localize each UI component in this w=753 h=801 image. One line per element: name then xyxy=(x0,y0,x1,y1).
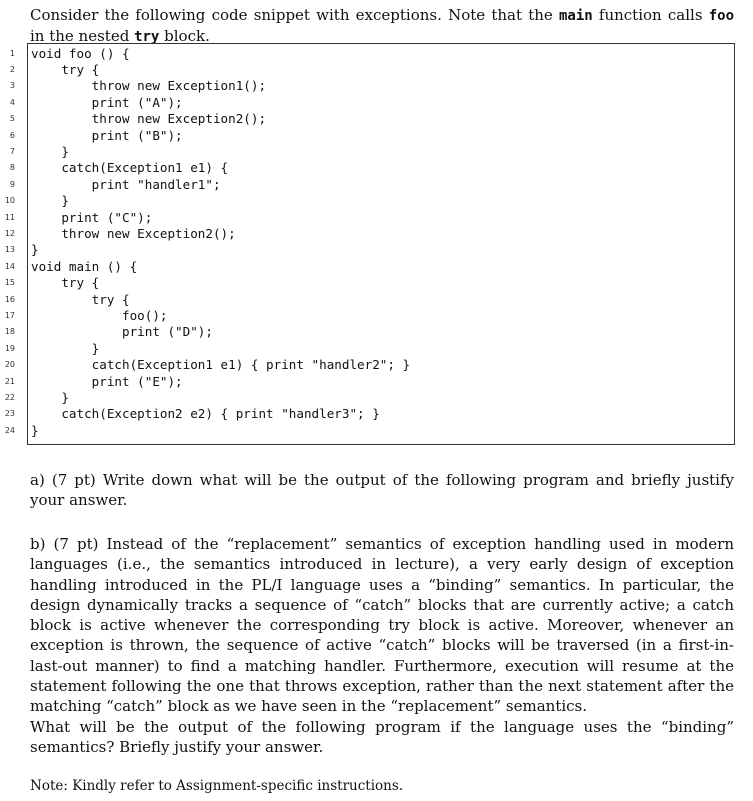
line-number: 15 xyxy=(4,278,15,288)
code-text: void foo () { xyxy=(31,45,130,61)
code-text: print ("C"); xyxy=(31,209,153,225)
code-line xyxy=(0,144,740,160)
code-line xyxy=(0,177,740,193)
code-text: throw new Exception2(); xyxy=(31,111,267,127)
line-number: 24 xyxy=(4,425,15,435)
code-text: print ("D"); xyxy=(31,324,213,340)
inline-code-try: try xyxy=(134,29,160,46)
line-number: 5 xyxy=(9,114,15,124)
line-number: 12 xyxy=(4,228,15,238)
line-number: 22 xyxy=(4,392,15,402)
line-number: 18 xyxy=(4,327,15,337)
code-text: try { xyxy=(31,291,130,307)
code-line xyxy=(0,357,740,373)
code-line xyxy=(0,275,740,291)
line-number: 13 xyxy=(4,245,15,255)
code-text: print "handler1"; xyxy=(31,176,221,192)
code-text: throw new Exception1(); xyxy=(31,78,267,94)
code-line xyxy=(0,46,740,62)
code-text: catch(Exception1 e1) { print "handler2"; } xyxy=(31,357,411,373)
intro-text: in the nested xyxy=(30,27,135,46)
code-line xyxy=(0,324,740,340)
code-text: try { xyxy=(31,275,100,291)
line-number: 17 xyxy=(4,310,15,320)
line-number: 19 xyxy=(4,343,15,353)
code-line xyxy=(0,78,740,94)
line-number: 23 xyxy=(4,409,15,419)
line-number: 2 xyxy=(9,64,15,74)
code-text: throw new Exception2(); xyxy=(31,225,236,241)
code-text: } xyxy=(31,340,100,356)
code-line xyxy=(0,292,740,308)
code-text: } xyxy=(31,389,69,405)
code-line xyxy=(0,259,740,275)
code-text: try { xyxy=(31,61,100,77)
line-number: 7 xyxy=(9,146,15,156)
code-text: catch(Exception1 e1) { xyxy=(31,160,229,176)
question-b xyxy=(30,534,734,757)
code-line xyxy=(0,374,740,390)
code-text: foo(); xyxy=(31,307,168,323)
line-number: 4 xyxy=(9,97,15,107)
code-text: print ("A"); xyxy=(31,94,183,110)
code-text: void main () { xyxy=(31,258,138,274)
code-text: print ("B"); xyxy=(31,127,183,143)
code-text: print ("E"); xyxy=(31,373,183,389)
code-text: } xyxy=(31,143,69,159)
note: Note: Kindly refer to Assignment-specific instructions. xyxy=(30,778,404,794)
code-line xyxy=(0,242,740,258)
line-number: 9 xyxy=(9,179,15,189)
line-number: 16 xyxy=(4,294,15,304)
code-line xyxy=(0,406,740,422)
line-number: 8 xyxy=(9,163,15,173)
code-line xyxy=(0,210,740,226)
line-number: 1 xyxy=(9,48,15,58)
code-line xyxy=(0,160,740,176)
code-line xyxy=(0,308,740,324)
inline-code-foo: foo xyxy=(708,8,735,24)
code-line xyxy=(0,226,740,242)
intro-text: block. xyxy=(159,27,210,46)
code-listing xyxy=(0,43,740,447)
line-number: 3 xyxy=(9,81,15,91)
line-number: 10 xyxy=(4,196,15,206)
intro-paragraph xyxy=(30,5,734,48)
code-line xyxy=(0,111,740,127)
code-line xyxy=(0,423,740,439)
code-line xyxy=(0,128,740,144)
code-line xyxy=(0,95,740,111)
code-text: } xyxy=(31,193,69,209)
intro-text: function calls xyxy=(592,6,709,24)
question-b-paragraph: b) (7 pt) Instead of the “replacement” semantics of exception handling used in modern languages (i.e., the semantics introduced in lecture), a very early design of exception handling introduced in the PL/I language uses a “binding” semantics. In particular, the design dynamically tracks a sequence of “catch” blocks that are currently active; a catch block is active whenever the corresponding try block is active. Moreover, whenever an exception is thrown, the sequence of active “catch” blocks will be traversed (in a first-in-last-out manner) to find a matching handler. Furthermore, execution will resume at the statement following the one that throws exception, rather than the next statement after the matching “catch” block as we have seen in the “replacement” semantics. xyxy=(30,535,734,716)
code-line xyxy=(0,193,740,209)
line-number: 11 xyxy=(4,212,15,222)
line-number: 14 xyxy=(4,261,15,271)
code-line xyxy=(0,62,740,78)
line-number: 20 xyxy=(4,360,15,370)
question-a: a) (7 pt) Write down what will be the output of the following program and briefly justify your answer. xyxy=(30,471,734,510)
code-text: catch(Exception2 e2) { print "handler3"; } xyxy=(31,406,380,422)
code-text: } xyxy=(31,422,39,438)
inline-code-main: main xyxy=(558,8,593,24)
intro-text: Consider the following code snippet with exceptions. Note that the xyxy=(30,6,559,24)
code-line xyxy=(0,341,740,357)
question-b-prompt: What will be the output of the following program if the language uses the “binding” semantics? Briefly justify your answer. xyxy=(30,717,734,756)
code-text: } xyxy=(31,242,39,258)
line-number: 6 xyxy=(9,130,15,140)
code-line xyxy=(0,390,740,406)
line-number: 21 xyxy=(4,376,15,386)
